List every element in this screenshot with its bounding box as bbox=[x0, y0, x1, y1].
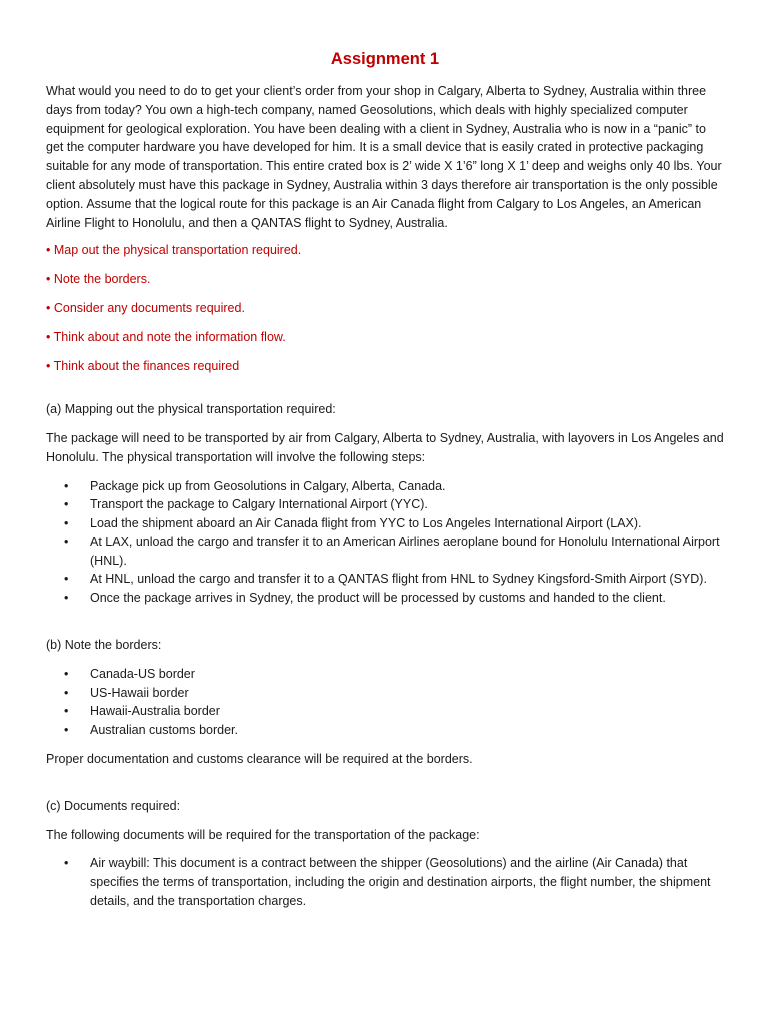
document-title: Assignment 1 bbox=[330, 50, 440, 68]
section-b-heading: (b) Note the borders: bbox=[46, 638, 162, 653]
bullet-icon: • bbox=[64, 534, 69, 549]
task-item: • Map out the physical transportation required. bbox=[46, 243, 302, 258]
section-c-paragraph: The following documents will be required for the transportation of the package: bbox=[46, 827, 480, 842]
list-item bbox=[46, 477, 724, 496]
section-a-heading: (a) Mapping out the physical transportation required: bbox=[46, 402, 336, 417]
section-c-heading: (c) Documents required: bbox=[46, 798, 181, 813]
spacer bbox=[46, 779, 724, 797]
bullet-icon: • bbox=[64, 856, 69, 871]
section-a-paragraph: The package will need to be transported by air from Calgary, Alberta to Sydney, Australia, with layovers in Los Angeles and Honolulu. The physical transportation will involve the following steps: bbox=[46, 430, 724, 464]
section-b-closing: Proper documentation and customs clearance will be required at the borders. bbox=[46, 752, 473, 767]
bullet-icon: • bbox=[64, 478, 69, 493]
list-item-text: US-Hawaii border bbox=[90, 685, 189, 700]
spacer bbox=[46, 618, 724, 636]
bullet-icon: • bbox=[64, 516, 69, 531]
list-item-text: Load the shipment aboard an Air Canada flight from YYC to Los Angeles International Airport (LAX). bbox=[90, 516, 642, 531]
list-item-text: Canada-US border bbox=[90, 666, 195, 681]
list-item-text: Air waybill: This document is a contract between the shipper (Geosolutions) and the airline (Air Canada) that specifies the terms of transportation, including the origin and destination airports, the flight number, the shipment details, and the transportation charges. bbox=[90, 856, 711, 909]
task-list bbox=[46, 241, 724, 376]
bullet-icon: • bbox=[64, 591, 69, 606]
list-item-text: At HNL, unload the cargo and transfer it to a QANTAS flight from HNL to Sydney Kingsford-Smith Airport (SYD). bbox=[90, 572, 707, 587]
bullet-icon: • bbox=[64, 666, 69, 681]
task-item: • Think about and note the information flow. bbox=[46, 330, 286, 345]
list-item bbox=[46, 854, 724, 910]
list-item-text: Once the package arrives in Sydney, the product will be processed by customs and handed to the client. bbox=[90, 591, 666, 606]
bullet-icon: • bbox=[64, 685, 69, 700]
list-item bbox=[46, 702, 724, 721]
intro-paragraph: What would you need to do to get your client’s order from your shop in Calgary, Alberta to Sydney, Australia within three days from today? You own a high-tech company, named Geosolutions, which deals with highly specialized computer equipment for geological exploration. You have been dealing with a client in Sydney, Australia who is now in a “panic” to get the computer hardware you have developed for him. It is a small device that is easily crated in protective packaging suitable for any mode of transportation. This entire crated box is 2’ wide X 1’6” long X 1’ deep and weighs only 40 lbs. Your client absolutely must have this package in Sydney, Australia within 3 days therefore air transportation is the only possible option. Assume that the logical route for this package is an Air Canada flight from Calgary to Los Angeles, an American Airline Flight to Honolulu, and then a QANTAS flight to Sydney, Australia. bbox=[46, 84, 722, 230]
bullet-icon: • bbox=[64, 497, 69, 512]
task-item: • Consider any documents required. bbox=[46, 301, 245, 316]
list-item bbox=[46, 665, 724, 684]
list-item-text: At LAX, unload the cargo and transfer it to an American Airlines aeroplane bound for Honolulu International Airport (HNL). bbox=[90, 534, 720, 568]
list-item bbox=[46, 684, 724, 703]
list-item bbox=[46, 514, 724, 533]
list-item bbox=[46, 570, 724, 589]
bullet-icon: • bbox=[64, 704, 69, 719]
list-item-text: Transport the package to Calgary International Airport (YYC). bbox=[90, 497, 428, 512]
task-item: • Note the borders. bbox=[46, 272, 151, 287]
bullet-icon: • bbox=[64, 572, 69, 587]
list-item bbox=[46, 533, 724, 571]
list-item bbox=[46, 495, 724, 514]
bullet-icon: • bbox=[64, 723, 69, 738]
list-item bbox=[46, 721, 724, 740]
list-item-text: Australian customs border. bbox=[90, 723, 238, 738]
task-item: • Think about the finances required bbox=[46, 359, 240, 374]
documents-list bbox=[46, 854, 724, 910]
list-item bbox=[46, 589, 724, 608]
transport-steps-list bbox=[46, 477, 724, 609]
list-item-text: Package pick up from Geosolutions in Calgary, Alberta, Canada. bbox=[90, 478, 446, 493]
borders-list bbox=[46, 665, 724, 740]
list-item-text: Hawaii-Australia border bbox=[90, 704, 220, 719]
